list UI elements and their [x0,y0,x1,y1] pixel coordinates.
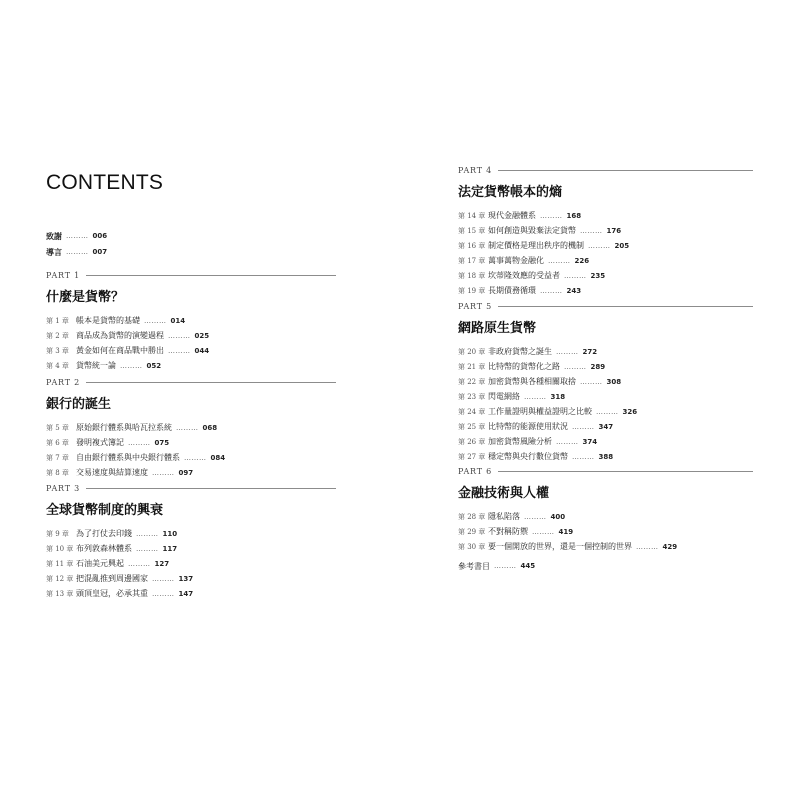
chapter-row [458,208,753,223]
leader-dots: ……… [524,512,547,521]
divider [86,275,336,276]
chapter-title: 閃電網絡 [488,392,520,401]
part-label: PART 2 [46,377,81,387]
chapter-title: 比特幣的能源使用狀況 [488,422,568,431]
chapter-row [458,449,753,464]
chapter-title: 商品成為貨幣的演變過程 [76,331,164,340]
page-number: 006 [92,232,108,240]
page-number: 445 [520,562,536,570]
part-section [458,300,753,464]
part-header [46,376,336,388]
chapter-number: 第 18 章 [458,271,486,280]
page-number: 097 [178,468,194,477]
chapter-title: 現代金融體系 [488,211,536,220]
front-matter-title: 導言 [46,247,62,257]
page-number: 243 [566,286,582,295]
chapter-title: 坎蒂隆效應的受益者 [488,271,560,280]
chapter-number: 第 25 章 [458,422,486,431]
leader-dots: ……… [580,226,603,235]
part-label: PART 3 [46,483,81,493]
leader-dots: ……… [136,544,159,553]
chapter-number: 第 7 章 [46,453,69,462]
chapter-row [46,343,336,358]
chapter-title: 石油美元興起 [76,559,124,568]
chapter-number: 第 30 章 [458,542,486,551]
page-number: 176 [606,226,622,235]
part-section [46,376,336,480]
chapter-row [46,328,336,343]
page-number: 127 [154,559,170,568]
leader-dots: ……… [152,574,175,583]
part-title: 法定貨幣帳本的熵 [458,185,563,200]
chapter-row [458,509,753,524]
chapter-number: 第 4 章 [46,361,69,370]
leader-dots: ……… [596,407,619,416]
page-number: 052 [146,361,162,370]
chapter-title: 工作量證明與權益證明之比較 [488,407,592,416]
chapter-row [46,435,336,450]
back-matter [458,558,535,574]
part-section [458,164,753,298]
page-number: 326 [622,407,638,416]
chapter-number: 第 8 章 [46,468,69,477]
leader-dots: ……… [494,562,517,570]
chapter-number: 第 27 章 [458,452,486,461]
part-header [458,300,753,312]
divider [498,170,753,171]
leader-dots: ……… [128,559,151,568]
part-label: PART 1 [46,270,81,280]
leader-dots: ……… [66,248,89,256]
back-matter-title: 參考書目 [458,561,490,571]
chapter-row [46,450,336,465]
chapter-title: 加密貨幣與各種相關取捨 [488,377,576,386]
chapter-number: 第 17 章 [458,256,486,265]
chapter-title: 貨幣統一論 [76,361,116,370]
front-matter-title: 致謝 [46,231,62,241]
page-number: 318 [550,392,566,401]
chapter-row [46,420,336,435]
chapter-number: 第 9 章 [46,529,69,538]
leader-dots: ……… [540,286,563,295]
leader-dots: ……… [556,347,579,356]
chapter-row [458,253,753,268]
leader-dots: ……… [564,271,587,280]
leader-dots: ……… [548,256,571,265]
page-number: 400 [550,512,566,521]
chapter-number: 第 28 章 [458,512,486,521]
chapter-number: 第 26 章 [458,437,486,446]
chapter-number: 第 12 章 [46,574,74,583]
chapter-title: 加密貨幣風險分析 [488,437,552,446]
page-number: 429 [662,542,678,551]
chapter-title: 萬事萬物金融化 [488,256,544,265]
chapter-title: 非政府貨幣之誕生 [488,347,552,356]
leader-dots: ……… [524,392,547,401]
leader-dots: ……… [168,346,191,355]
chapter-title: 比特幣的貨幣化之路 [488,362,560,371]
part-label: PART 6 [458,466,493,476]
part-label: PART 4 [458,165,493,175]
chapter-number: 第 29 章 [458,527,486,536]
part-section [46,482,336,601]
chapter-row [458,419,753,434]
divider [86,382,336,383]
chapter-row [458,434,753,449]
part-title: 金融技術與人權 [458,486,550,501]
chapter-row [458,223,753,238]
chapter-list [46,313,336,373]
chapter-row [458,283,753,298]
front-matter [46,228,107,260]
part-header [46,269,336,281]
leader-dots: ……… [184,453,207,462]
list-item [46,244,107,260]
page-number: 007 [92,248,108,256]
chapter-number: 第 19 章 [458,286,486,295]
chapter-title: 為了打仗去印錢 [76,529,132,538]
chapter-row [458,359,753,374]
chapter-title: 交易速度與結算速度 [76,468,148,477]
page-number: 110 [162,529,178,538]
leader-dots: ……… [152,468,175,477]
chapter-row [46,556,336,571]
chapter-title: 自由銀行體系與中央銀行體系 [76,453,180,462]
leader-dots: ……… [556,437,579,446]
leader-dots: ……… [176,423,199,432]
part-title: 銀行的誕生 [46,397,112,412]
chapter-list [46,526,336,601]
page-number: 137 [178,574,194,583]
leader-dots: ……… [532,527,555,536]
page-number: 374 [582,437,598,446]
page-number: 289 [590,362,606,371]
page-number: 147 [178,589,194,598]
leader-dots: ……… [564,362,587,371]
chapter-number: 第 3 章 [46,346,69,355]
leader-dots: ……… [636,542,659,551]
page-number: 075 [154,438,170,447]
chapter-title: 頭頂皇冠，必承其重 [76,589,148,598]
part-section [458,465,753,554]
list-item [458,558,535,574]
chapter-number: 第 15 章 [458,226,486,235]
chapter-row [458,374,753,389]
chapter-number: 第 1 章 [46,316,69,325]
leader-dots: ……… [144,316,167,325]
chapter-row [46,571,336,586]
chapter-list [458,509,753,554]
chapter-title: 要一個開放的世界，還是一個控制的世界 [488,542,632,551]
chapter-row [458,389,753,404]
leader-dots: ……… [588,241,611,250]
leader-dots: ……… [168,331,191,340]
chapter-title: 把混亂推到周邊國家 [76,574,148,583]
chapter-title: 隱私陷落 [488,512,520,521]
page-number: 068 [202,423,218,432]
chapter-list [458,208,753,298]
page-number: 014 [170,316,186,325]
chapter-row [458,344,753,359]
chapter-row [458,268,753,283]
page-number: 205 [614,241,630,250]
leader-dots: ……… [136,529,159,538]
chapter-list [46,420,336,480]
part-title: 什麼是貨幣？ [46,290,125,305]
chapter-row [46,465,336,480]
page-number: 272 [582,347,598,356]
divider [86,488,336,489]
part-header [458,465,753,477]
chapter-title: 長期債務循環 [488,286,536,295]
chapter-row [458,404,753,419]
leader-dots: ……… [120,361,143,370]
chapter-number: 第 6 章 [46,438,69,447]
chapter-number: 第 21 章 [458,362,486,371]
chapter-number: 第 13 章 [46,589,74,598]
chapter-title: 不對稱防禦 [488,527,528,536]
chapter-row [46,313,336,328]
page-number: 084 [210,453,226,462]
chapter-number: 第 16 章 [458,241,486,250]
chapter-row [46,541,336,556]
part-title: 網路原生貨幣 [458,321,537,336]
chapter-number: 第 24 章 [458,407,486,416]
part-header [46,482,336,494]
chapter-row [46,358,336,373]
chapter-number: 第 23 章 [458,392,486,401]
page-number: 226 [574,256,590,265]
page-number: 117 [162,544,178,553]
chapter-title: 發明複式簿記 [76,438,124,447]
page-number: 044 [194,346,210,355]
chapter-row [46,526,336,541]
chapter-number: 第 14 章 [458,211,486,220]
chapter-row [458,238,753,253]
page-number: 025 [194,331,210,340]
chapter-title: 如何創造與毀棄法定貨幣 [488,226,576,235]
page-number: 347 [598,422,614,431]
chapter-title: 布列敦森林體系 [76,544,132,553]
list-item [46,228,107,244]
part-section [46,269,336,373]
chapter-title: 穩定幣與央行數位貨幣 [488,452,568,461]
divider [498,471,753,472]
leader-dots: ……… [572,452,595,461]
leader-dots: ……… [66,232,89,240]
page-number: 168 [566,211,582,220]
chapter-number: 第 22 章 [458,377,486,386]
leader-dots: ……… [152,589,175,598]
part-title: 全球貨幣制度的興衰 [46,503,164,518]
part-header [458,164,753,176]
chapter-title: 制定價格是理出秩序的機制 [488,241,584,250]
chapter-number: 第 10 章 [46,544,74,553]
contents-title: CONTENTS [46,171,164,194]
chapter-title: 黃金如何在商品戰中勝出 [76,346,164,355]
leader-dots: ……… [580,377,603,386]
page-number: 388 [598,452,614,461]
chapter-number: 第 5 章 [46,423,69,432]
page-number: 419 [558,527,574,536]
divider [498,306,753,307]
page-number: 308 [606,377,622,386]
page-number: 235 [590,271,606,280]
chapter-row [458,524,753,539]
chapter-title: 原始銀行體系與哈瓦拉系統 [76,423,172,432]
chapter-title: 帳本是貨幣的基礎 [76,316,140,325]
leader-dots: ……… [572,422,595,431]
leader-dots: ……… [128,438,151,447]
part-label: PART 5 [458,301,493,311]
chapter-number: 第 20 章 [458,347,486,356]
chapter-number: 第 11 章 [46,559,74,568]
chapter-list [458,344,753,464]
leader-dots: ……… [540,211,563,220]
chapter-row [458,539,753,554]
chapter-row [46,586,336,601]
chapter-number: 第 2 章 [46,331,69,340]
